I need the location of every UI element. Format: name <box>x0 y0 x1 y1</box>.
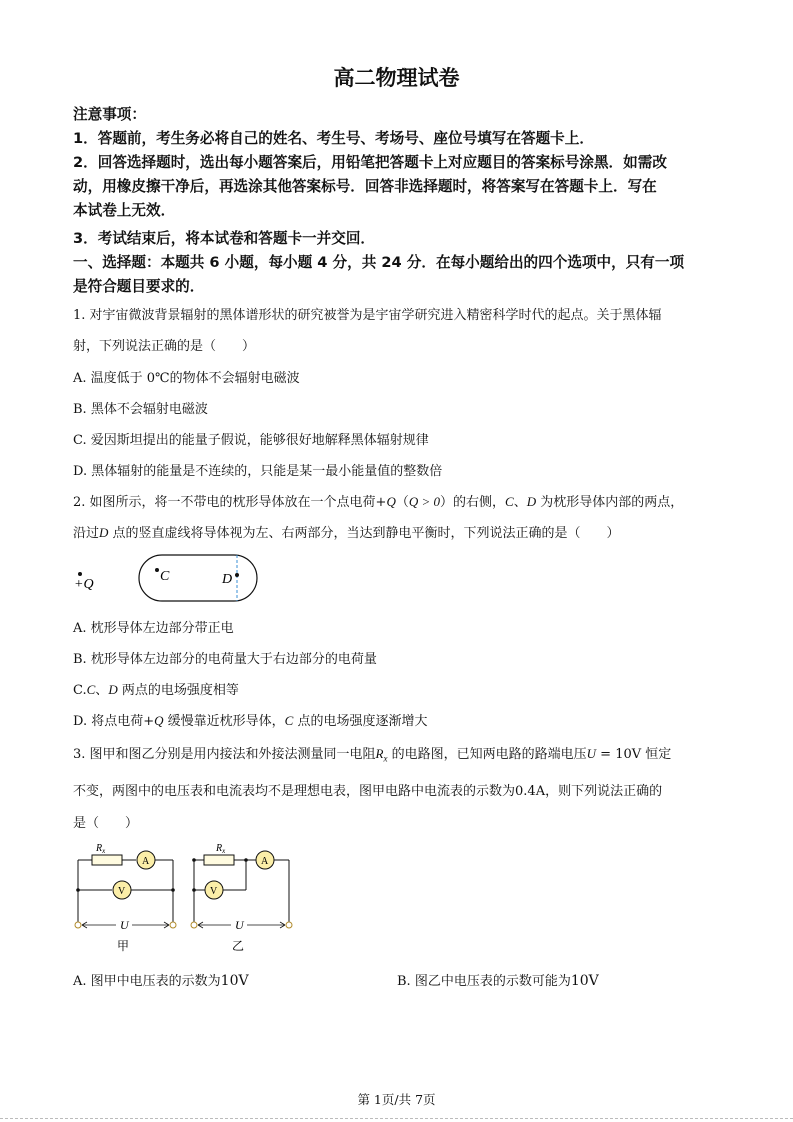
resistor-rx <box>204 855 234 865</box>
q3-stem-line3: 是（ ） <box>73 816 139 831</box>
terminal-left <box>75 922 81 928</box>
q2-option-a: A. 枕形导体左边部分带正电 <box>73 621 234 636</box>
resistor-rx-label: $R_x$ <box>216 843 226 855</box>
terminal-right <box>170 922 176 928</box>
q2-stem-line2: 沿过D 点的竖直虚线将导体视为左、右两部分，当达到静电平衡时，下列说法正确的是（ ） <box>73 525 620 541</box>
resistor-rx-label: $R_x$ <box>96 843 106 855</box>
q3-stem-line2: 不变，两图中的电压表和电流表均不是理想电表，图甲电路中电流表的示数为0.4A，则下列说法正确的 <box>73 784 663 799</box>
circuit-jia-figure <box>70 838 180 956</box>
q3-option-a: A. 图甲中电压表的示数为10V <box>73 973 249 989</box>
svg-text:V: V <box>118 886 126 897</box>
point-c-label: C <box>160 569 170 584</box>
terminal-left <box>191 922 197 928</box>
q3-stem-line1: 3. 图甲和图乙分别是用内接法和外接法测量同一电阻$R_x$ 的电路图，已知两电路的路端电压U = 10V 恒定 <box>73 746 672 764</box>
point-d-label: D <box>222 572 233 587</box>
notice-item-2-line2: 动，用橡皮擦干净后，再选涂其他答案标号．回答非选择题时，将答案写在答题卡上．写在 <box>73 178 657 195</box>
page-number-footer: 第 1页/共 7页 <box>357 1092 436 1107</box>
circuit-caption: 乙 <box>232 939 245 953</box>
q1-option-c: C. 爱因斯坦提出的能量子假说，能够很好地解释黑体辐射规律 <box>73 433 429 448</box>
q2-stem-line1: 2. 如图所示，将一不带电的枕形导体放在一个点电荷+Q（Q > 0）的右侧，C、D 为枕形导体内部的两点， <box>73 494 684 510</box>
bottom-divider <box>0 1118 793 1120</box>
circuit-caption: 甲 <box>117 939 130 953</box>
notice-heading: 注意事项： <box>73 106 146 123</box>
point-charge-dot <box>78 572 82 576</box>
pillow-conductor-outline <box>139 555 257 601</box>
notice-item-2-line3: 本试卷上无效． <box>73 202 176 219</box>
q3-option-b: B. 图乙中电压表的示数可能为10V <box>397 973 599 989</box>
svg-text:A: A <box>142 856 150 867</box>
q2-option-d: D. 将点电荷+Q 缓慢靠近枕形导体，C 点的电场强度逐渐增大 <box>73 713 428 729</box>
circuit-yi-figure <box>188 838 298 956</box>
notice-item-2-line1: 2．回答选择题时，选出每小题答案后，用铅笔把答题卡上对应题目的答案标号涂黑．如需改 <box>73 154 667 171</box>
section-heading-line1: 一、选择题：本题共 6 小题，每小题 4 分，共 24 分．在每小题给出的四个选项中，只有一项 <box>73 254 685 271</box>
point-charge-label: +Q <box>74 577 94 592</box>
q1-option-d: D. 黑体辐射的能量是不连续的，只能是某一最小能量值的整数倍 <box>73 464 443 479</box>
point-d-dot <box>235 573 239 577</box>
q1-stem-line2: 射，下列说法正确的是（ ） <box>73 339 256 354</box>
voltage-u-label: U <box>120 918 129 932</box>
notice-item-1: 1．答题前，考生务必将自己的姓名、考生号、考场号、座位号填写在答题卡上． <box>73 130 594 147</box>
q1-option-a: A. 温度低于 0℃的物体不会辐射电磁波 <box>73 371 300 386</box>
q1-option-b: B. 黑体不会辐射电磁波 <box>73 402 208 417</box>
q2-pillow-conductor-figure <box>70 550 270 605</box>
q1-stem-line1: 1. 对宇宙微波背景辐射的黑体谱形状的研究被誉为是宇宙学研究进入精密科学时代的起点。关于黑体辐 <box>73 308 662 323</box>
q2-option-c: C.C、D 两点的电场强度相等 <box>73 682 239 698</box>
svg-text:V: V <box>210 886 218 897</box>
terminal-right <box>286 922 292 928</box>
resistor-rx <box>92 855 122 865</box>
section-heading-line2: 是符合题目要求的． <box>73 278 205 295</box>
page-title: 高二物理试卷 <box>333 66 460 90</box>
voltage-u-label: U <box>235 918 244 932</box>
svg-text:A: A <box>261 856 269 867</box>
notice-item-3: 3．考试结束后，将本试卷和答题卡一并交回． <box>73 230 376 247</box>
point-c-dot <box>155 568 159 572</box>
q2-option-b: B. 枕形导体左边部分的电荷量大于右边部分的电荷量 <box>73 652 377 667</box>
